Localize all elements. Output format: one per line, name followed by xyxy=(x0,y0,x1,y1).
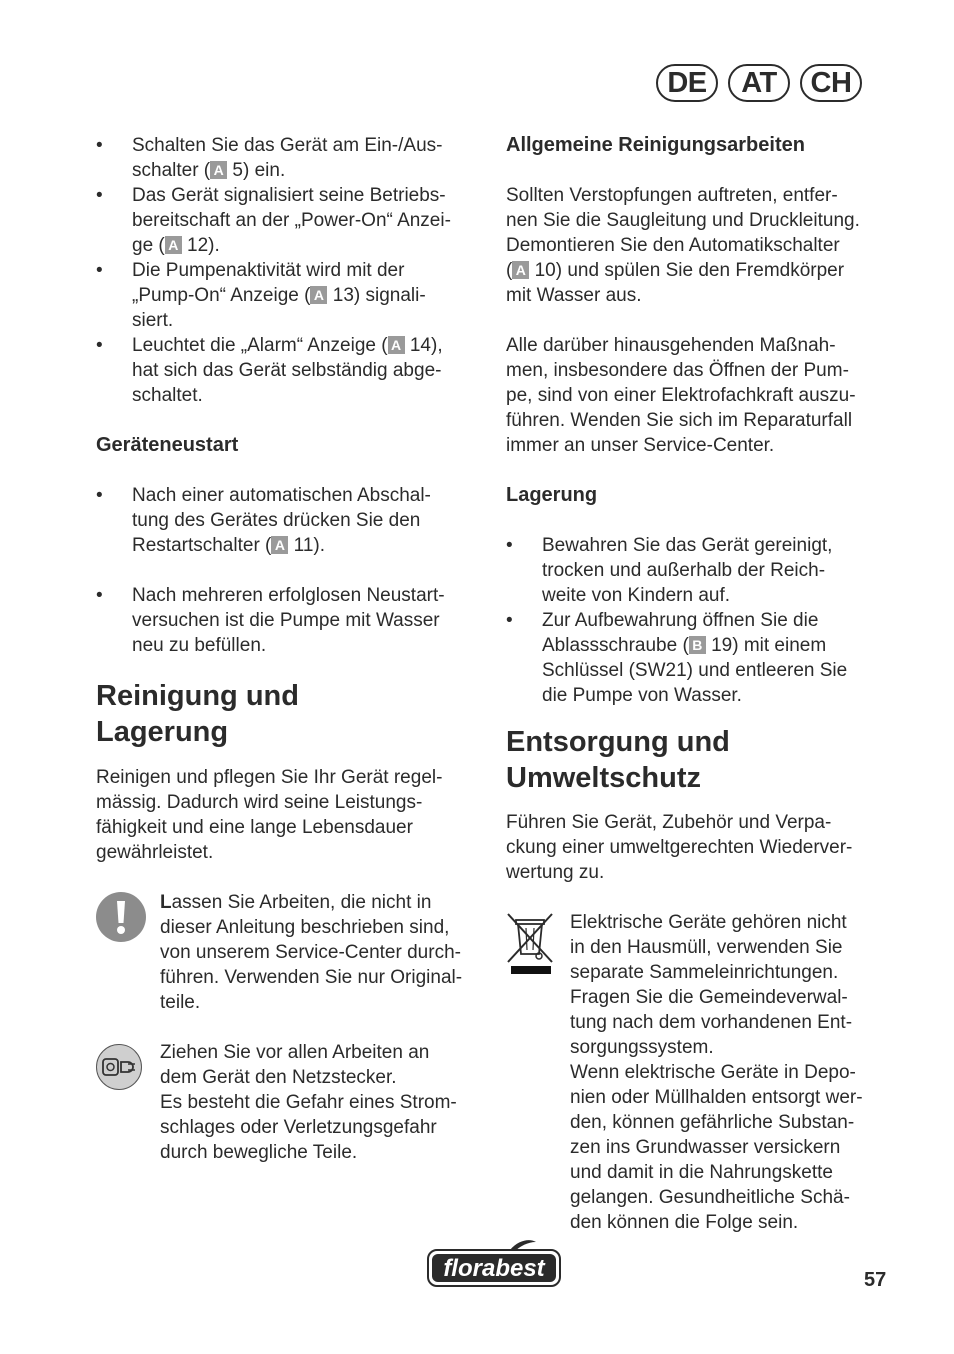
warning-notice xyxy=(96,890,486,1015)
right-column xyxy=(506,133,898,1235)
exclamation-icon xyxy=(96,892,146,942)
list-item: • Nach einer automatischen Abschal- tung des Gerätes drücken Sie den Restartschalter ( A 11). xyxy=(96,483,486,558)
list-item: • Bewahren Sie das Gerät gereinigt, trocken und außerhalb der Reich- weite von Kindern auf. xyxy=(506,533,898,608)
figure-ref-badge: B xyxy=(689,636,706,654)
weee-notice xyxy=(506,910,898,1235)
figure-ref-badge: A xyxy=(310,286,327,304)
figure-ref-badge: A xyxy=(271,536,288,554)
crossed-bin-icon xyxy=(506,910,556,976)
list-item: • Die Pumpenaktivität wird mit der „Pump-On“ Anzeige ( A 13) signali- siert. xyxy=(96,258,486,333)
cleaning-intro: Reinigen und pflegen Sie Ihr Gerät regel- mässig. Dadurch wird seine Leistungs- fähigkeit und eine lange Lebensdauer gewährleistet. xyxy=(96,767,443,863)
figure-ref-badge: A xyxy=(210,161,227,179)
restart-bullet-list xyxy=(96,483,486,658)
lang-badge-at: AT xyxy=(728,64,790,102)
cleaning-heading: Allgemeine Reinigungsarbeiten xyxy=(506,134,805,156)
left-column xyxy=(96,133,486,1165)
brand-logo-text: florabest xyxy=(443,1255,545,1282)
section-title-disposal: Entsorgung und Umweltschutz xyxy=(506,726,730,794)
storage-heading: Lagerung xyxy=(506,484,598,506)
cleaning-paragraph-2: Alle darüber hinausgehenden Maßnah- men, insbesondere das Öffnen der Pum- pe, sind von einer Elektrofachkraft auszu- führen. Wenden Sie sich im Reparaturfall immer an unser Service-Center. xyxy=(506,335,856,456)
disposal-intro: Führen Sie Gerät, Zubehör und Verpa- ckung einer umweltgerechten Wiederver- wertung zu. xyxy=(506,812,853,883)
page-number: 57 xyxy=(864,1269,887,1291)
weee-text: Elektrische Geräte gehören nicht in den Hausmüll, verwenden Sie separate Sammeleinrichtungen. Fragen Sie die Gemeindeverwal- tung nach dem vorhandenen Ent- sorgungssystem. Wenn elektrische Geräte in Depo- nien oder Müllhalden entsorgt wer- den, können gefährliche Substan- zen ins Grundwasser versickern und damit in die Nahrungskette gelangen. Gesundheitliche Schä- den können die Folge sein. xyxy=(570,912,863,1233)
unplug-icon xyxy=(96,1044,142,1090)
status-bullet-list xyxy=(96,133,486,408)
language-badges xyxy=(656,64,862,102)
section-title-cleaning: Reinigung und Lagerung xyxy=(96,680,299,748)
figure-ref-badge: A xyxy=(512,261,529,279)
figure-ref-badge: A xyxy=(388,336,405,354)
brand-logo xyxy=(426,1236,562,1297)
list-item: • Schalten Sie das Gerät am Ein-/Aus- schalter ( A 5) ein. xyxy=(96,133,486,183)
warning-text: Lassen Sie Arbeiten, die nicht in dieser Anleitung beschrieben sind, von unserem Service-Center durch- führen. Verwenden Sie nur Original- teile. xyxy=(160,892,463,1013)
cleaning-paragraph-1: Sollten Verstopfungen auftreten, entfer- nen Sie die Saugleitung und Druckleitung. Demontieren Sie den Automatikschalter ( A 10) und spülen Sie den Fremdkörper mit Wasser aus. xyxy=(506,185,860,306)
list-item: • Leuchtet die „Alarm“ Anzeige ( A 14), hat sich das Gerät selbständig abge- schaltet. xyxy=(96,333,486,408)
unplug-text: Ziehen Sie vor allen Arbeiten an dem Gerät den Netzstecker. Es besteht die Gefahr eines Strom- schlages oder Verletzungsgefahr durch bewegliche Teile. xyxy=(160,1042,457,1163)
list-item: • Das Gerät signalisiert seine Betriebs- bereitschaft an der „Power-On“ Anzei- ge ( A 12). xyxy=(96,183,486,258)
storage-bullet-list xyxy=(506,533,898,708)
unplug-notice xyxy=(96,1040,486,1165)
list-item: • Nach mehreren erfolglosen Neustart- versuchen ist die Pumpe mit Wasser neu zu befüllen. xyxy=(96,583,486,658)
lang-badge-ch: CH xyxy=(800,64,862,102)
restart-heading: Geräteneustart xyxy=(96,434,239,456)
lang-badge-de: DE xyxy=(656,64,718,102)
list-item: • Zur Aufbewahrung öffnen Sie die Ablassschraube ( B 19) mit einem Schlüssel (SW21) und entleeren Sie die Pumpe von Wasser. xyxy=(506,608,898,708)
figure-ref-badge: A xyxy=(165,236,182,254)
